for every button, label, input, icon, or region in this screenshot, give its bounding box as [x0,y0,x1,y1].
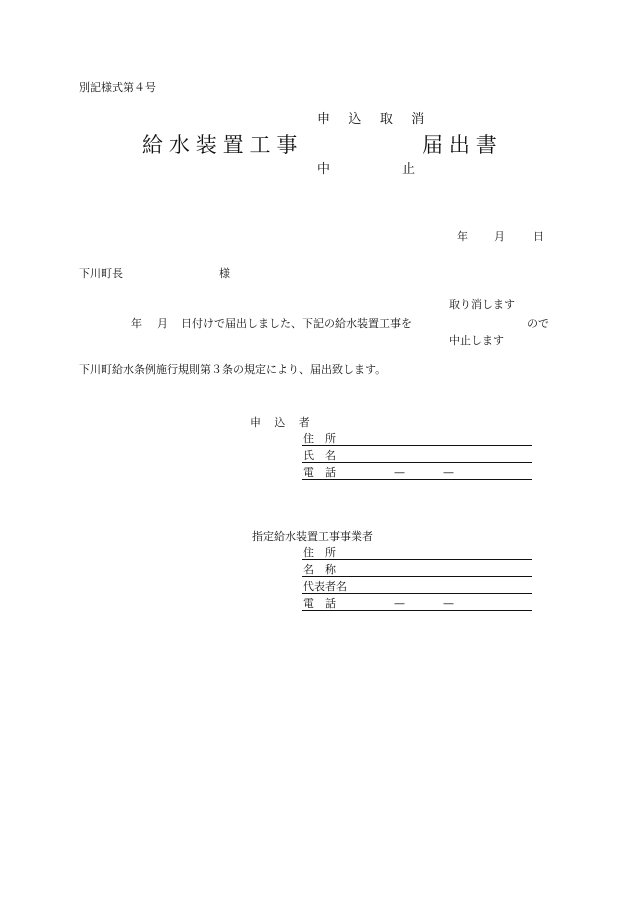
option-stop: 中止します [449,334,504,347]
applicant-heading: 申 込 者 [250,416,315,429]
applicant-phone-line[interactable] [302,479,532,480]
title-lower-option-right: 止 [402,162,416,177]
contractor-phone-line[interactable] [302,610,532,611]
applicant-phone-dash1: — [394,466,405,479]
date-month: 月 [494,230,505,243]
title-main-right: 届出書 [422,133,503,157]
applicant-address-label: 住 所 [303,432,336,445]
addressee-honorific: 様 [219,267,230,280]
body-month: 月 [157,317,168,330]
title-main-left: 給水装置工事 [142,133,304,157]
contractor-rep-label: 代表者名 [303,580,347,593]
title-lower-option-left: 中 [317,162,331,177]
date-year: 年 [457,230,468,243]
applicant-name-line[interactable] [302,462,532,463]
contractor-rep-line[interactable] [302,593,532,594]
body-line1-end: ので [527,317,549,330]
applicant-phone-label: 電 話 [303,466,336,479]
contractor-name-label: 名 称 [303,563,336,576]
option-cancel: 取り消します [449,298,515,311]
contractor-address-label: 住 所 [303,546,336,559]
title-upper-option: 申 込 取 消 [317,112,432,127]
contractor-address-line[interactable] [302,559,532,560]
body-year: 年 [131,317,142,330]
body-line1-text: 日付けで届出しました、下記の給水装置工事を [181,317,412,330]
contractor-phone-dash1: — [394,597,405,610]
applicant-phone-dash2: — [443,466,454,479]
date-day: 日 [533,230,544,243]
body-line2-text: 下川町給水条例施行規則第３条の規定により、届出致します。 [79,363,387,376]
contractor-phone-dash2: — [443,597,454,610]
contractor-heading: 指定給水装置工事事業者 [252,530,373,543]
applicant-name-label: 氏 名 [303,449,336,462]
contractor-phone-label: 電 話 [303,597,336,610]
form-number: 別記様式第４号 [79,81,156,94]
addressee-name: 下川町長 [79,267,123,280]
applicant-address-line[interactable] [302,445,532,446]
contractor-name-line[interactable] [302,576,532,577]
